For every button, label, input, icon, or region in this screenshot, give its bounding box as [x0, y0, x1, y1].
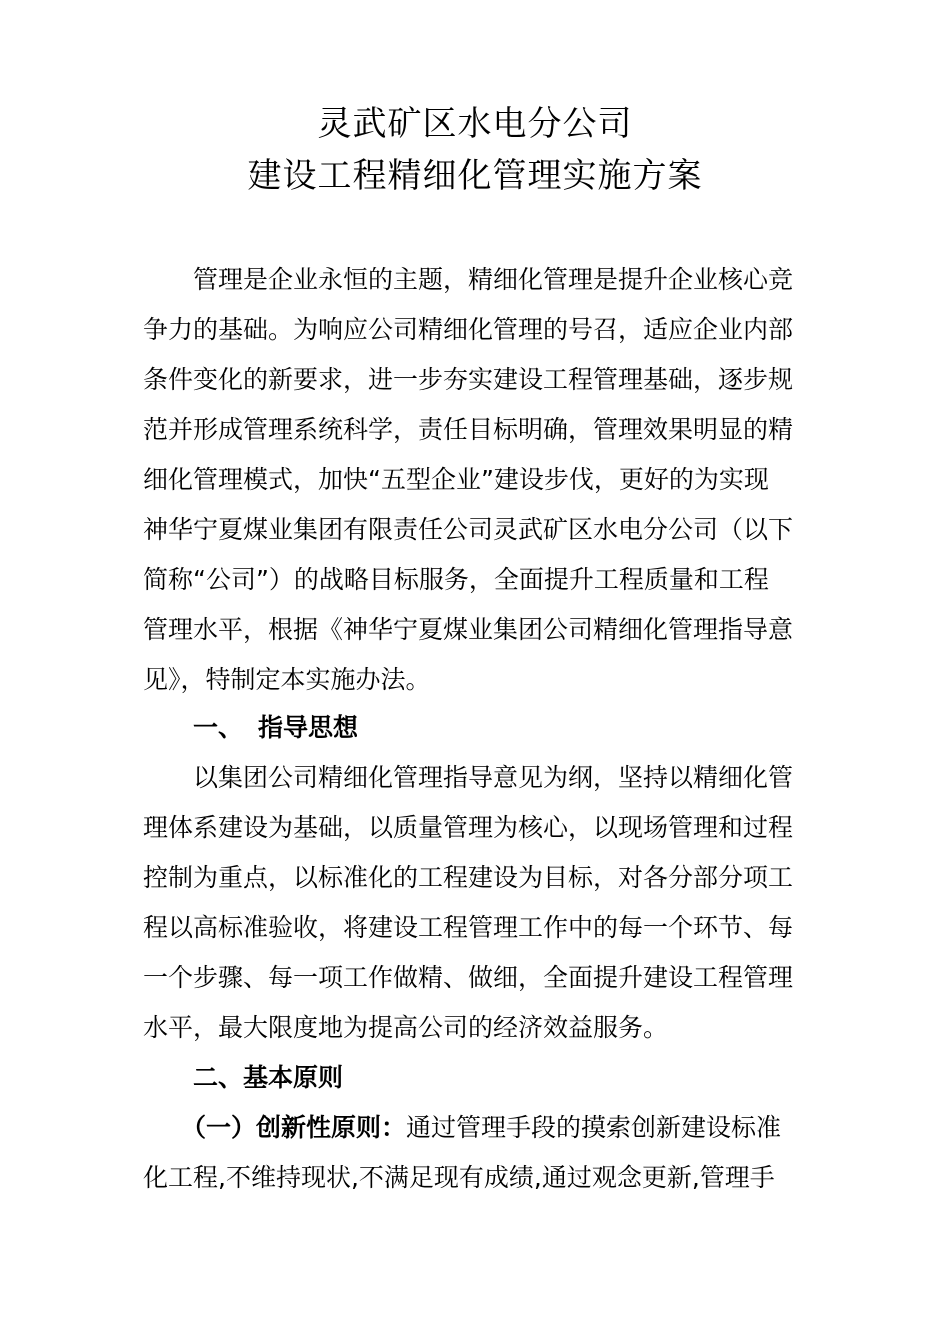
intro-line: 细化管理模式，加快“五型企业”建设步伐，更好的为实现: [143, 465, 769, 494]
section1-line: 控制为重点，以标准化的工程建设为目标，对各分部分项工: [143, 863, 794, 892]
section1-line: 程以高标准验收，将建设工程管理工作中的每一个环节、每: [143, 913, 794, 942]
document-title-line2: 建设工程精细化管理实施方案: [247, 156, 703, 196]
section1-heading: 指导思想: [258, 713, 359, 742]
intro-line: 争力的基础。为响应公司精细化管理的号召，适应企业内部: [143, 315, 794, 344]
intro-line: 管理是企业永恒的主题，精细化管理是提升企业核心竞: [193, 265, 794, 294]
principle1-line: 化工程,不维持现状,不满足现有成绩,通过观念更新,管理手: [143, 1163, 775, 1192]
intro-line: 见》，特制定本实施办法。: [143, 665, 431, 694]
principle1-label: （一）创新性原则：: [181, 1113, 407, 1142]
principle1-line: [181, 1112, 781, 1144]
intro-line: 管理水平，根据《神华宁夏煤业集团公司精细化管理指导意: [143, 615, 794, 644]
section2-heading: 二、基本原则: [193, 1063, 344, 1092]
document-title-line1: 灵武矿区水电分公司: [317, 104, 633, 144]
section1-number: 一、: [193, 713, 244, 742]
section1-line: 水平，最大限度地为提高公司的经济效益服务。: [143, 1013, 669, 1042]
intro-line: 简称“公司”）的战略目标服务，全面提升工程质量和工程: [143, 565, 769, 594]
intro-line: 神华宁夏煤业集团有限责任公司灵武矿区水电分公司（以下: [143, 515, 794, 544]
intro-line: 范并形成管理系统科学，责任目标明确，管理效果明显的精: [143, 415, 794, 444]
intro-line: 条件变化的新要求，进一步夯实建设工程管理基础，逐步规: [143, 365, 794, 394]
section1-line: 以集团公司精细化管理指导意见为纲，坚持以精细化管: [193, 763, 794, 792]
section1-line: 一个步骤、每一项工作做精、做细，全面提升建设工程管理: [143, 963, 794, 992]
section1-line: 理体系建设为基础，以质量管理为核心，以现场管理和过程: [143, 813, 794, 842]
principle1-text: 通过管理手段的摸索创新建设标准: [406, 1113, 782, 1142]
